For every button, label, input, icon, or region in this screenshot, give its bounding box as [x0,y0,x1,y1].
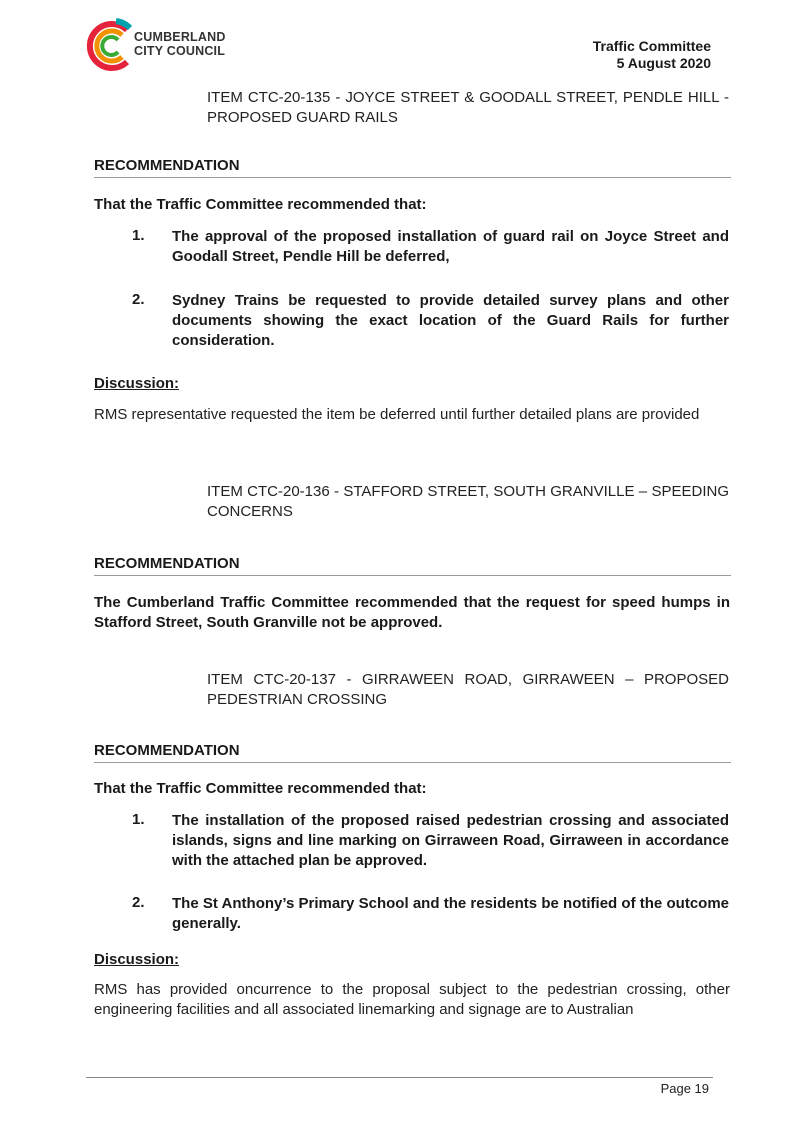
list-item: The approval of the proposed installation of guard rail on Joyce Street and Goodall Street, Pendle Hill be deferred, [172,228,729,265]
recommendation-intro: That the Traffic Committee recommended that: [94,196,427,213]
recommendation-heading: RECOMMENDATION [94,555,731,576]
recommendation-heading: RECOMMENDATION [94,157,731,178]
list-number: 2. [132,291,145,308]
item-title: ITEM CTC-20-136 - STAFFORD STREET, SOUTH GRANVILLE – SPEEDING CONCERNS [207,483,729,520]
discussion-heading: Discussion: [94,951,180,968]
council-logo-icon [86,16,136,76]
footer-divider [86,1077,713,1078]
list-item: The installation of the proposed raised pedestrian crossing and associated islands, signs and line marking on Girraween Road, Girraween in accordance with the attached plan be approved. [172,812,729,869]
document-header [593,38,711,72]
discussion-text: RMS has provided oncurrence to the proposal subject to the pedestrian crossing, other engineering facilities and all associated linemarking and signage are to Australian [94,981,730,1018]
list-number: 2. [132,894,145,911]
meeting-date: 5 August 2020 [616,55,711,71]
recommendation-heading: RECOMMENDATION [94,742,731,763]
council-name [134,30,226,58]
item-title: ITEM CTC-20-135 - JOYCE STREET & GOODALL STREET, PENDLE HILL - PROPOSED GUARD RAILS [207,89,729,126]
recommendation-intro: The Cumberland Traffic Committee recommended that the request for speed humps in Stafford Street, South Granville not be approved. [94,594,730,631]
council-name-line1: CUMBERLAND [134,30,226,44]
committee-name: Traffic Committee [592,38,711,54]
discussion-heading: Discussion: [94,375,180,392]
list-number: 1. [132,227,145,244]
list-number: 1. [132,811,145,828]
recommendation-intro: That the Traffic Committee recommended that: [94,780,427,797]
page-number: Page 19 [660,1081,709,1096]
item-title: ITEM CTC-20-137 - GIRRAWEEN ROAD, GIRRAWEEN – PROPOSED PEDESTRIAN CROSSING [207,671,729,708]
discussion-text: RMS representative requested the item be deferred until further detailed plans are provided [94,406,700,423]
list-item: The St Anthony’s Primary School and the residents be notified of the outcome generally. [172,895,729,932]
council-name-line2: CITY COUNCIL [134,44,226,58]
list-item: Sydney Trains be requested to provide detailed survey plans and other documents showing the exact location of the Guard Rails for further consideration. [172,292,729,349]
